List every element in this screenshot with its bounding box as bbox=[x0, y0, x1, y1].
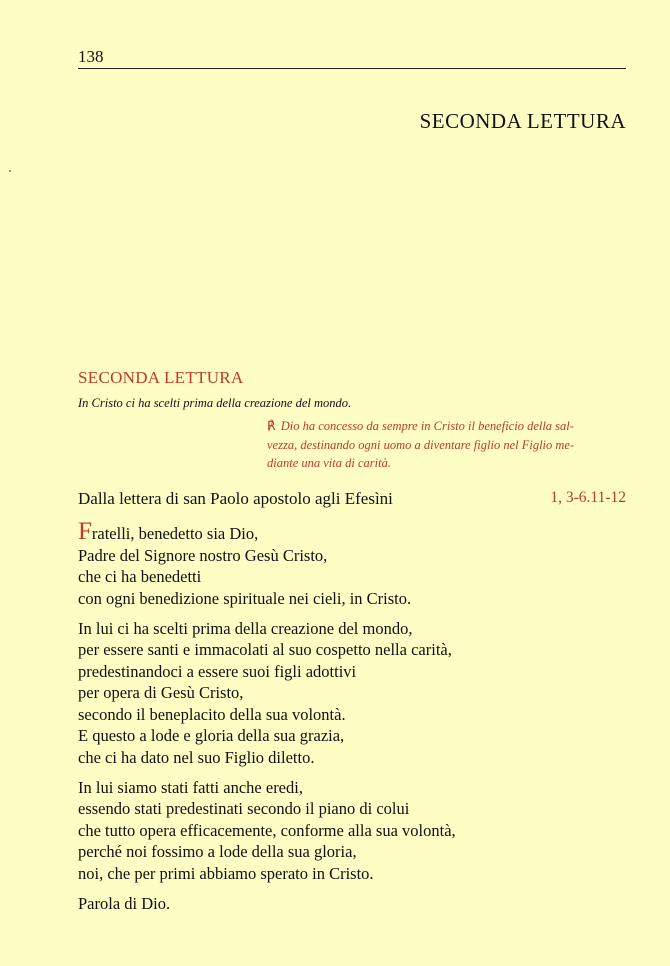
verse-line: essendo stati predestinati secondo il piano di colui bbox=[78, 799, 410, 818]
reading-summary bbox=[267, 417, 629, 473]
verse-line: che ci ha dato nel suo Figlio diletto. bbox=[78, 747, 315, 767]
verse-line: In lui siamo stati fatti anche eredi, bbox=[78, 777, 303, 797]
verse-line: per opera di Gesù Cristo, bbox=[78, 683, 244, 702]
verse-line: che tutto opera efficacemente, conforme alla sua volontà, bbox=[78, 820, 456, 840]
response-symbol-icon: ℟ bbox=[267, 419, 276, 433]
verse-line: Padre del Signore nostro Gesù Cristo, bbox=[78, 545, 328, 565]
stanza bbox=[78, 777, 638, 885]
reading-subtitle: In Cristo ci ha scelti prima della creazione del mondo. bbox=[78, 396, 352, 410]
margin-dot bbox=[9, 170, 11, 172]
summary-line: diante una vita di carità. bbox=[267, 456, 391, 470]
drop-initial: F bbox=[78, 518, 92, 545]
summary-line: vezza, destinando ogni uomo a diventare figlio nel Figlio me- bbox=[267, 437, 575, 452]
verse-line: predestinandoci a essere suoi figli adottivi bbox=[78, 661, 357, 681]
section-heading: SECONDA LETTURA bbox=[78, 368, 244, 387]
verse-line: perché noi fossimo a lode della sua gloria, bbox=[78, 842, 357, 861]
verse-line: noi, che per primi abbiamo sperato in Cristo. bbox=[78, 863, 374, 883]
reading-text bbox=[78, 518, 638, 914]
verse-text: ratelli, benedetto sia Dio, bbox=[91, 524, 259, 543]
page-number: 138 bbox=[78, 47, 104, 66]
verse-line: E questo a lode e gloria della sua grazia, bbox=[78, 726, 345, 745]
header-rule bbox=[78, 68, 626, 69]
scripture-reference: 1, 3-6.11-12 bbox=[550, 489, 626, 506]
verse-line: che ci ha benedetti bbox=[78, 567, 202, 586]
verse-line: con ogni benedizione spirituale nei cieli, in Cristo. bbox=[78, 588, 412, 608]
verse-line: In lui ci ha scelti prima della creazione del mondo, bbox=[78, 618, 413, 638]
verse-line: per essere santi e immacolati al suo cospetto nella carità, bbox=[78, 640, 452, 659]
summary-text: Dio ha concesso da sempre in Cristo il beneficio della sal- bbox=[280, 419, 574, 433]
verse-line bbox=[78, 518, 638, 545]
stanza bbox=[78, 618, 638, 769]
reading-source: Dalla lettera di san Paolo apostolo agli Efesìni bbox=[78, 489, 393, 508]
verse-line: secondo il beneplacito della sua volontà. bbox=[78, 704, 346, 724]
stanza bbox=[78, 518, 638, 609]
running-title: SECONDA LETTURA bbox=[419, 109, 626, 133]
closing-acclamation: Parola di Dio. bbox=[78, 893, 171, 913]
summary-line bbox=[267, 417, 629, 436]
